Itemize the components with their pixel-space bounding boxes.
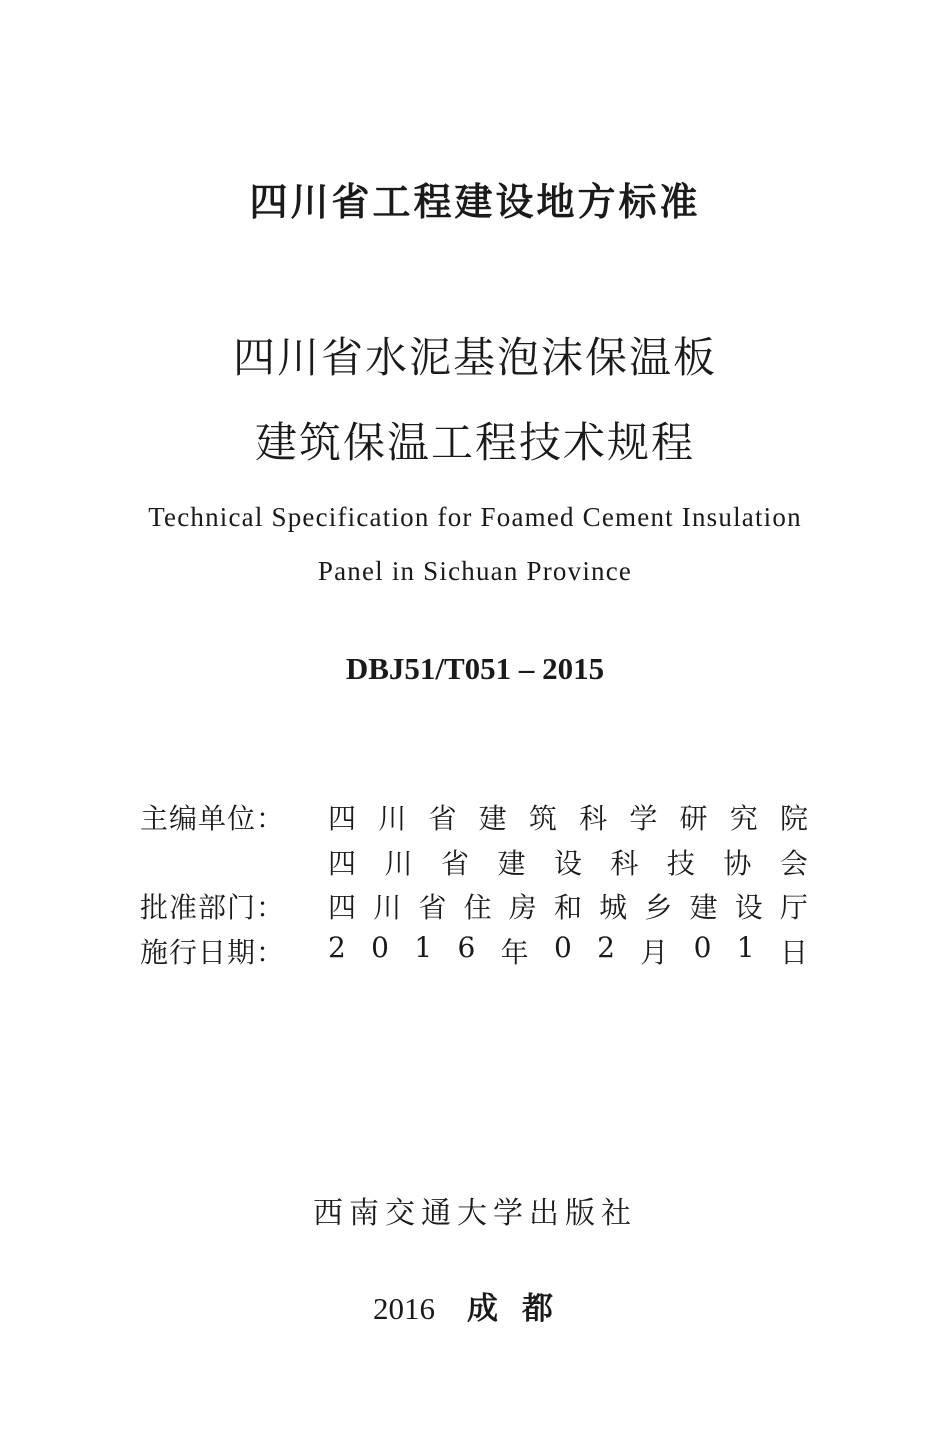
info-char: 建 [478, 802, 507, 836]
info-char: 建 [689, 891, 718, 925]
info-char: 设 [553, 846, 582, 880]
publication-place-line [0, 1290, 950, 1328]
info-char: 年 [500, 935, 529, 969]
info-char: 0 [371, 930, 389, 964]
info-char: 科 [579, 802, 608, 836]
info-char: 0 [693, 930, 712, 964]
chief-editor-row-2 [140, 840, 808, 885]
info-char: 月 [640, 935, 669, 969]
english-title-line-2: Panel in Sichuan Province [317, 556, 633, 586]
info-char: 川 [378, 802, 407, 836]
info-char: 协 [723, 846, 752, 880]
series-title: 四川省工程建设地方标准 [249, 180, 701, 224]
publication-year: 2016 [373, 1291, 435, 1326]
info-char: 四 [328, 891, 357, 925]
chief-editor-value-2 [328, 842, 808, 882]
effective-date-value [328, 931, 808, 971]
effective-date-row [140, 929, 808, 974]
info-char: 学 [629, 802, 658, 836]
info-char: 四 [328, 846, 357, 880]
info-char: 四 [328, 802, 357, 836]
approved-by-row [140, 884, 808, 929]
publisher: 西南交通大学出版社 [313, 1196, 637, 1231]
info-char: 科 [610, 846, 639, 880]
info-char: 房 [508, 891, 537, 925]
info-char: 院 [779, 802, 808, 836]
chief-editor-row [140, 795, 808, 840]
info-char: 川 [384, 846, 413, 880]
info-char: 城 [599, 891, 628, 925]
info-char: 1 [414, 930, 433, 964]
publication-city: 成都 [467, 1291, 577, 1327]
info-char: 2 [328, 930, 346, 964]
info-char: 川 [373, 891, 402, 925]
info-char: 和 [553, 891, 582, 925]
info-char: 省 [440, 846, 469, 880]
info-char: 0 [553, 930, 572, 964]
info-block [140, 795, 808, 973]
info-char: 设 [734, 891, 763, 925]
info-char: 筑 [528, 802, 557, 836]
info-char: 技 [666, 846, 695, 880]
info-char: 厅 [779, 891, 808, 925]
info-char: 究 [729, 802, 758, 836]
effective-date-label: 施行日期： [140, 935, 286, 969]
info-char: 研 [679, 802, 708, 836]
info-char: 省 [428, 802, 457, 836]
chief-editor-label: 主编单位： [140, 802, 286, 836]
info-char: 6 [457, 930, 476, 964]
chinese-title-line-2: 建筑保温工程技术规程 [254, 418, 695, 467]
info-char: 住 [463, 891, 492, 925]
info-char: 会 [779, 846, 808, 880]
info-char: 乡 [644, 891, 673, 925]
info-char: 1 [736, 930, 755, 964]
chinese-title-line-1: 四川省水泥基泡沫保温板 [232, 333, 717, 382]
info-char: 日 [779, 935, 808, 969]
chief-editor-value-1 [328, 797, 808, 837]
info-char: 2 [597, 930, 615, 964]
info-char: 建 [497, 846, 526, 880]
standard-code: DBJ51/T051 – 2015 [345, 651, 605, 686]
approved-by-value [328, 886, 808, 926]
info-char: 省 [418, 891, 447, 925]
approved-by-label: 批准部门： [140, 891, 286, 925]
english-title-line-1: Technical Specification for Foamed Cement Insulation [148, 502, 802, 532]
